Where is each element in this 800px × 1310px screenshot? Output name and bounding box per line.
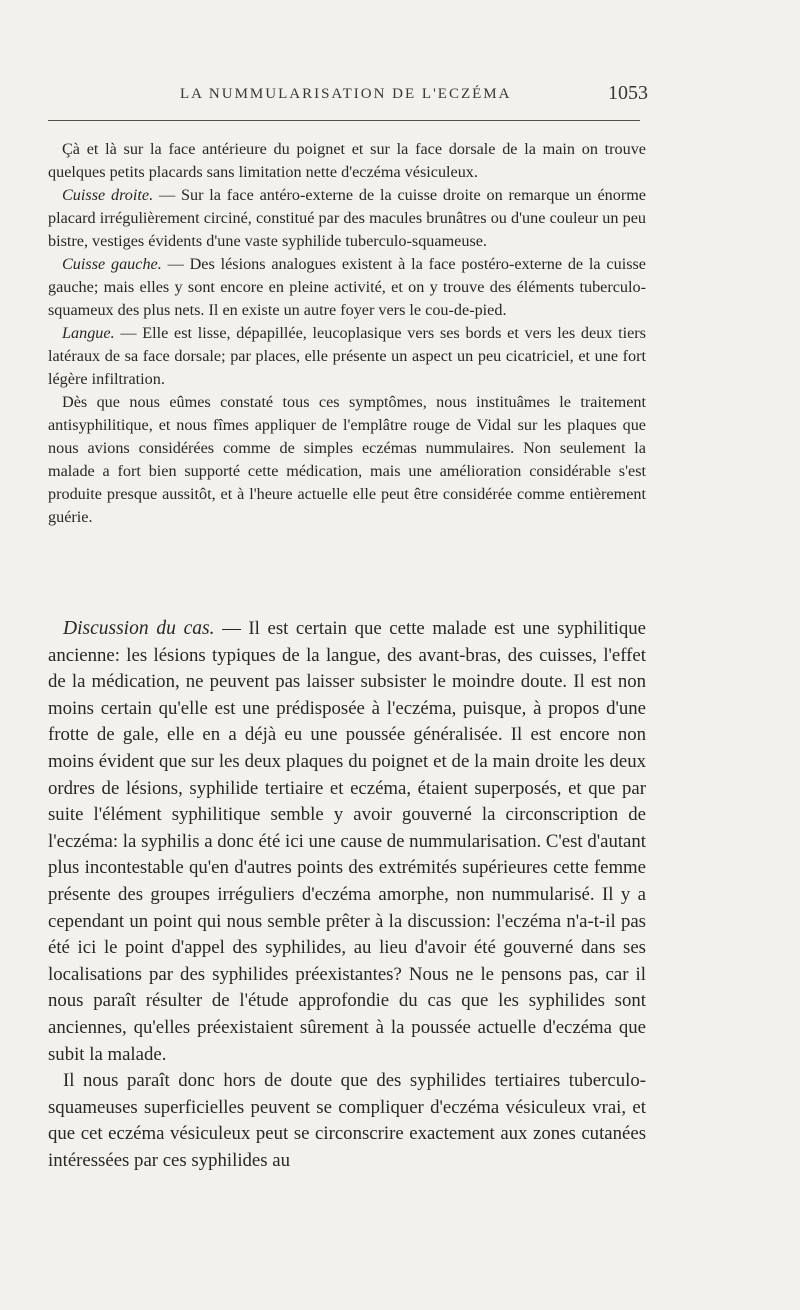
paragraph-conclusion <box>48 1068 646 1174</box>
paragraph-tongue <box>48 322 646 391</box>
paragraph-text: Çà et là sur la face antérieure du poignet et sur la face dorsale de la main on trouve quelques petits placards sans limitation nette d'eczéma vésiculeux. <box>48 140 646 181</box>
paragraph-label: Langue. <box>62 324 115 342</box>
paragraph-label: Cuisse droite. <box>62 186 154 204</box>
paragraph-text: Il nous paraît donc hors de doute que des syphilides tertiaires tuberculo-squameuses superficielles peuvent se compliquer d'eczéma vésiculeux vrai, et que cet eczéma vésiculeux peut se circonscrire exactement aux zones cutanées intéressées par ces syphilides au <box>48 1070 646 1171</box>
running-header <box>48 82 648 110</box>
paragraph-label: Cuisse gauche. <box>62 255 162 273</box>
discussion-block <box>48 616 646 1174</box>
paragraph-discussion <box>48 616 646 1068</box>
paragraph-text: — Sur la face antéro-externe de la cuisse droite on remarque un énorme placard irrégulièrement circiné, constitué par des macules brunâtres ou d'une couleur un peu bistre, vestiges évidents d'une vaste syphilide tuberculo-squameuse. <box>48 186 646 250</box>
paragraph-wrist <box>48 138 646 184</box>
paragraph-right-thigh <box>48 184 646 253</box>
case-observation-block <box>48 138 646 529</box>
paragraph-text: — Elle est lisse, dépapillée, leucoplasique vers ses bords et vers les deux tiers latéraux de sa face dorsale; par places, elle présente un aspect un peu cicatriciel, et une fort légère infiltration. <box>48 324 646 388</box>
paragraph-text: Dès que nous eûmes constaté tous ces symptômes, nous instituâmes le traitement antisyphilitique, et nous fîmes appliquer de l'emplâtre rouge de Vidal sur les plaques que nous avions considérées comme de simples eczémas nummulaires. Non seulement la malade a fort bien supporté cette médication, mais une amélioration considérable s'est produite presque aussitôt, et à l'heure actuelle elle peut être considérée comme entièrement guérie. <box>48 393 646 526</box>
paragraph-text: — Des lésions analogues existent à la face postéro-externe de la cuisse gauche; mais elles y sont encore en pleine activité, et on y trouve des éléments tuberculo-squameux des plus nets. Il en existe un autre foyer vers le cou-de-pied. <box>48 255 646 319</box>
running-title: LA NUMMULARISATION DE L'ECZÉMA <box>180 86 512 102</box>
discussion-label: Discussion du cas. <box>63 618 215 639</box>
paragraph-left-thigh <box>48 253 646 322</box>
header-rule <box>48 120 640 121</box>
paragraph-text: — Il est certain que cette malade est une syphilitique ancienne: les lésions typiques de la langue, des avant-bras, des cuisses, l'effet de la médication, ne peuvent pas laisser subsister le moindre doute. Il est non moins certain qu'elle est une prédisposée à l'eczéma, puisque, à propos d'une frotte de gale, elle en a déjà eu une poussée généralisée. Il est encore non moins évident que sur les deux plaques du poignet et de la main droite les deux ordres de lésions, syphilide tertiaire et eczéma, étaient superposés, et que par suite l'élément syphilitique semble y avoir gouverné la circonscription de l'eczéma: la syphilis a donc été ici une cause de nummularisation. C'est d'autant plus incontestable qu'en d'autres points des extrémités supérieures cette femme présente des groupes irréguliers d'eczéma amorphe, non nummularisé. Il y a cependant un point qui nous semble prêter à la discussion: l'eczéma n'a-t-il pas été ici le point d'appel des syphilides, au lieu d'avoir été gouverné dans ses localisations par des syphilides préexistantes? Nous ne le pensons pas, car il nous paraît résulter de l'étude approfondie du cas que les syphilides sont anciennes, qu'elles préexistaient sûrement à la poussée actuelle d'eczéma que subit la malade. <box>48 618 646 1065</box>
page-number: 1053 <box>608 82 648 104</box>
paragraph-treatment <box>48 391 646 529</box>
